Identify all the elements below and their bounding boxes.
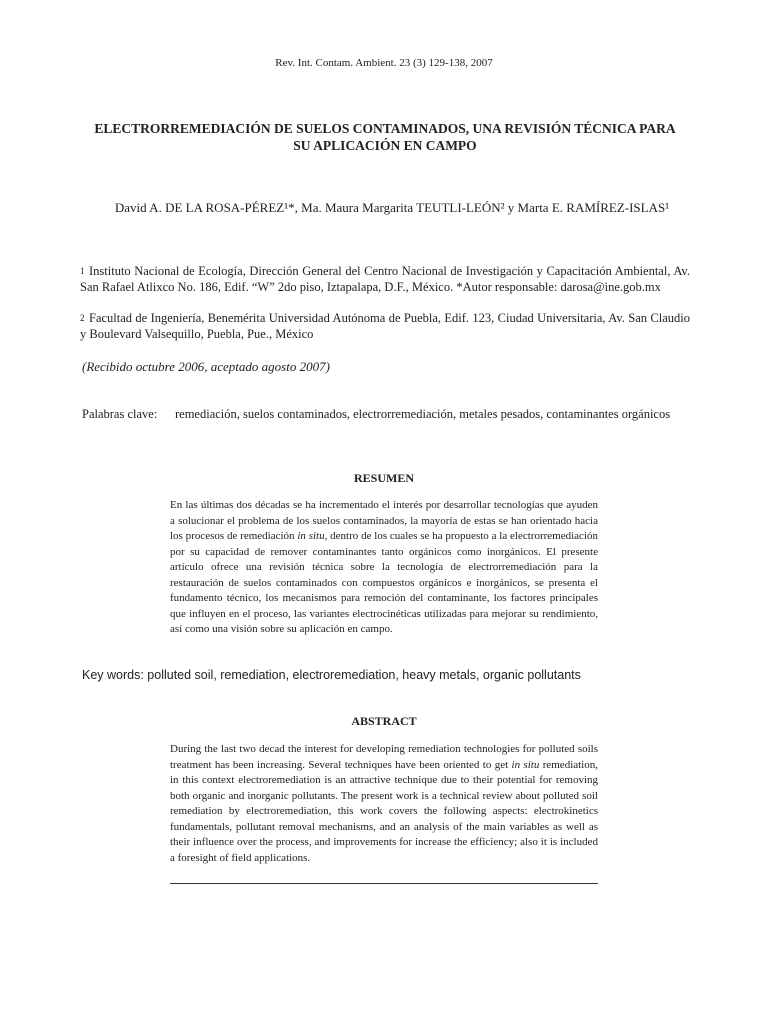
article-title: ELECTRORREMEDIACIÓN DE SUELOS CONTAMINADOS, UNA REVISIÓN TÉCNICA PARA SU APLICACIÓN EN CAMPO	[94, 121, 676, 153]
keywords-value: remediación, suelos contaminados, electrorremediación, metales pesados, contaminantes orgánicos	[175, 407, 671, 421]
abstract-text-part-2: remediation, in this context electroremediation is an attractive technique due to their potential for removing both organic and inorganic pollutants. The present work is a technical review about polluted soil remediation by electroremediation, this work covers the following aspects: electrokinetics fundamentals, pollutant removal mechanisms, and an analysis of the main variables as well as their influence over the process, and improvements for increase the efficiency; also it is included a foresight of field applications.	[170, 758, 598, 864]
affiliation-text: Instituto Nacional de Ecología, Dirección General del Centro Nacional de Investigación y Capacitación Ambiental, Av. San Rafael Atlixco No. 186, Edif. “W” 2do piso, Iztapalapa, D.F., México. *Autor responsable: darosa@ine.gob.mx	[80, 264, 690, 294]
resumen-text-part-2: dentro de los cuales se ha propuesto a la electrorremediación por su capacidad de remover contaminantes tanto orgánicos como inorgánicos. El presente artículo ofrece una revisión técnica sobre la tecnología de electrorremediación para la restauración de suelos contaminados con compuestos orgánicos e inorgánicos, se presenta el fundamento técnico, los mecanismos para remoción del contaminante, los factores principales que influyen en el proceso, las variantes electrocinéticas utilizadas para mejorar su rendimiento, así como una visión sobre su aplicación en campo.	[170, 530, 598, 635]
resumen-text	[170, 498, 598, 638]
resumen-heading: RESUMEN	[353, 471, 414, 485]
affiliation-marker: 2	[80, 313, 85, 323]
affiliation-1	[80, 263, 690, 295]
section-divider	[170, 883, 598, 884]
resumen-text-part-1: En las últimas dos décadas se ha incrementado el interés por desarrollar tecnologías que ayuden a solucionar el problema de los suelos contaminados, la mayoría de estas se han orientado hacia los procesos de remediación	[170, 499, 598, 542]
resumen-italic-term: in situ,	[297, 530, 328, 542]
author-list: David A. DE LA ROSA-PÉREZ¹*, Ma. Maura Margarita TEUTLI-LEÓN² y Marta E. RAMÍREZ-ISLAS¹	[114, 200, 670, 215]
affiliation-2	[80, 310, 690, 342]
keywords-english: Key words: polluted soil, remediation, electroremediation, heavy metals, organic pollutants	[82, 668, 581, 682]
abstract-text	[170, 742, 598, 866]
journal-citation: Rev. Int. Contam. Ambient. 23 (3) 129-138, 2007	[275, 57, 493, 69]
abstract-italic-term: in situ	[511, 758, 540, 771]
keywords-label: Palabras clave:	[82, 407, 158, 421]
affiliation-marker: 1	[80, 266, 85, 276]
received-dates: (Recibido octubre 2006, aceptado agosto 2007)	[82, 359, 330, 374]
affiliation-text: Facultad de Ingeniería, Benemérita Universidad Autónoma de Puebla, Edif. 123, Ciudad Universitaria, Av. San Claudio y Boulevard Valsequillo, Puebla, Pue., México	[80, 311, 690, 341]
keywords-spanish	[82, 406, 688, 422]
abstract-heading: ABSTRACT	[351, 714, 417, 728]
abstract-text-part-1: During the last two decad the interest for developing remediation technologies for polluted soils treatment has been increasing. Several techniques have been oriented to get	[170, 743, 598, 771]
